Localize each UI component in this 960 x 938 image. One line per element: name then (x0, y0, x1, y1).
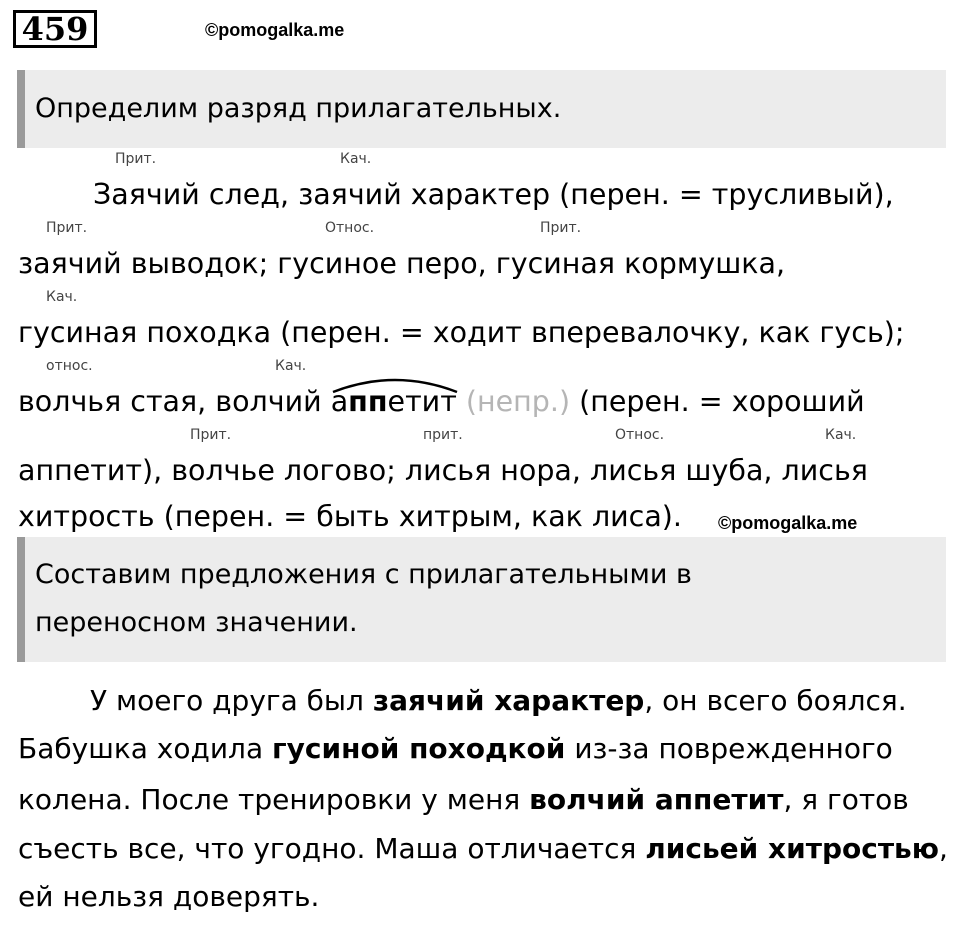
answer-text: , он всего боялся. (644, 684, 907, 717)
label-otnos: Относ. (325, 220, 375, 236)
answer-text: , я готов (783, 783, 909, 816)
label-prit: Прит. (46, 220, 88, 236)
text-line-4-end: (перен. = хороший (579, 385, 865, 418)
double-letter-highlight: пп (348, 385, 388, 418)
answer-text: из-за поврежденного (565, 732, 893, 765)
label-prit: Прит. (115, 151, 157, 167)
text-line-4 (18, 385, 865, 419)
answer-text: съесть все, что угодно. Маша отличается (18, 832, 646, 865)
heading-banner-2 (17, 537, 946, 662)
answer-text: , (938, 832, 948, 865)
answer-bold-phrase: гусиной походкой (272, 732, 566, 765)
label-prit: Прит. (540, 220, 582, 236)
label-kach: Кач. (275, 358, 307, 374)
answer-bold-phrase: лисьей хитростью (645, 832, 939, 865)
answer-bold-phrase: волчий аппетит (529, 783, 784, 816)
label-kach: Кач. (825, 427, 857, 443)
heading-2-line-2: переносном значении. (35, 607, 358, 638)
answer-line-2 (18, 732, 893, 766)
label-kach: Кач. (340, 151, 372, 167)
answer-text: Бабушка ходила (18, 732, 273, 765)
heading-1: Определим разряд прилагательных. (35, 93, 562, 124)
answer-text: колена. После тренировки у меня (18, 783, 530, 816)
answer-bold-phrase: заячий характер (372, 684, 645, 717)
answer-line-1 (90, 684, 907, 718)
text-line-3: гусиная походка (перен. = ходит вперевалочку, как гусь); (18, 316, 905, 349)
watermark-middle: ©pomogalka.me (718, 513, 858, 533)
label-prit: Прит. (190, 427, 232, 443)
label-otnos: Относ. (615, 427, 665, 443)
heading-banner-1 (17, 70, 946, 148)
answer-text: У моего друга был (90, 684, 373, 717)
text-line-2: заячий выводок; гусиное перо, гусиная кормушка, (18, 247, 786, 280)
label-otnos: относ. (46, 358, 93, 374)
text-line-5: аппетит), волчье логово; лисья нора, лисья шуба, лисья (18, 454, 868, 487)
answer-line-3 (18, 783, 909, 817)
exercise-number: 459 (13, 10, 97, 48)
answer-line-5: ей нельзя доверять. (18, 880, 320, 913)
label-prit: прит. (423, 427, 463, 443)
heading-2-line-1: Составим предложения с прилагательными в (35, 559, 692, 590)
word-part: а (330, 385, 349, 418)
text-line-4-start: волчья стая, волчий (18, 385, 331, 418)
text-line-6: хитрость (перен. = быть хитрым, как лиса). (18, 500, 682, 533)
watermark-top: ©pomogalka.me (205, 20, 345, 40)
answer-line-4 (18, 832, 948, 866)
word-part: етит (387, 385, 457, 418)
text-line-1: Заячий след, заячий характер (перен. = трусливый), (93, 178, 894, 211)
label-kach: Кач. (46, 289, 78, 305)
nepr-note: (непр.) (456, 385, 580, 418)
